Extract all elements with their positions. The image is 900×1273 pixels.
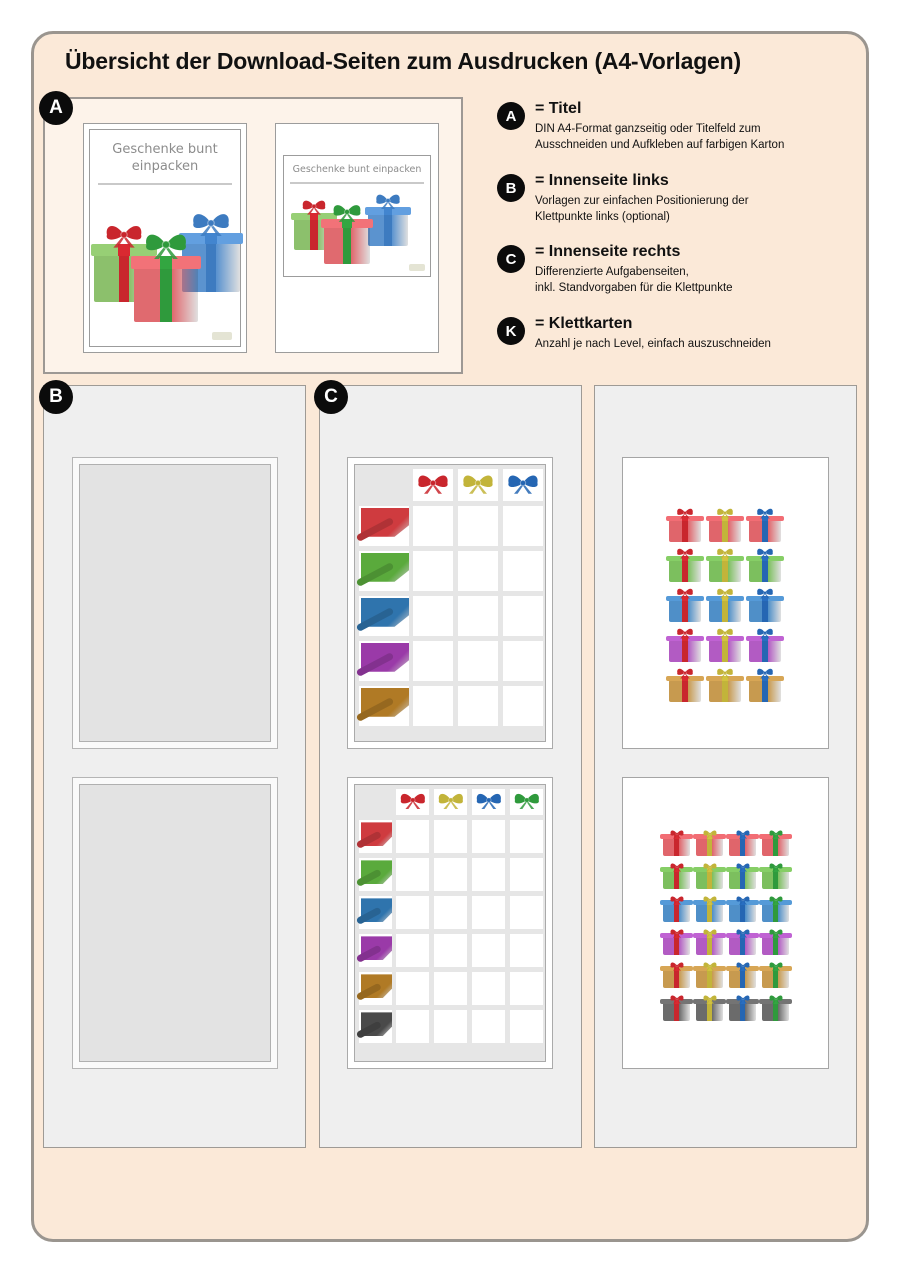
section-b-left-pages <box>43 385 306 1148</box>
gift-red-icon <box>324 202 370 264</box>
answer-cell <box>434 972 467 1005</box>
velcro-card-gift-icon <box>669 586 701 622</box>
bow-icon <box>505 472 541 499</box>
answer-cell <box>396 858 429 891</box>
velcro-card-gift-icon <box>709 666 741 702</box>
answer-cell <box>396 1010 429 1043</box>
answer-cell <box>510 896 543 929</box>
cover-title-line1: Geschenke bunt <box>112 142 218 157</box>
bow-header-cell <box>413 469 453 501</box>
gift-group-illustration <box>90 210 240 320</box>
velcro-card-gift-icon <box>762 991 789 1021</box>
answer-cell <box>458 596 498 636</box>
page-title: Übersicht der Download-Seiten zum Ausdrucken (A4-Vorlagen) <box>65 48 741 74</box>
task-page-level-1 <box>347 457 553 749</box>
answer-cell <box>503 641 543 681</box>
answer-cell <box>472 934 505 967</box>
section-k-velcro-cards <box>594 385 857 1148</box>
title-divider <box>98 183 232 185</box>
badge-a: A <box>39 91 73 125</box>
wrapping-paper-roll-icon <box>359 686 409 726</box>
answer-cell <box>510 858 543 891</box>
velcro-card-gift-icon <box>762 892 789 922</box>
velcro-card-gift-icon <box>669 626 701 662</box>
velcro-card-gift-icon <box>729 826 756 856</box>
gift-red-icon <box>134 230 198 322</box>
answer-cell <box>510 820 543 853</box>
wrapping-paper-roll-icon <box>359 934 392 967</box>
legend-badge-b: B <box>497 174 525 202</box>
task-page-level-2 <box>347 777 553 1069</box>
answer-cell <box>458 641 498 681</box>
publisher-logo <box>409 264 425 271</box>
velcro-card-gift-icon <box>709 546 741 582</box>
answer-cell <box>472 1010 505 1043</box>
cover-page-title-field <box>275 123 439 353</box>
bow-header-cell <box>472 789 505 815</box>
velcro-card-gift-icon <box>749 506 781 542</box>
legend-heading: = Titel <box>535 100 582 117</box>
velcro-card-gift-icon <box>696 991 723 1021</box>
left-page-template-2 <box>72 777 278 1069</box>
answer-cell <box>472 972 505 1005</box>
answer-cell <box>510 972 543 1005</box>
wrapping-paper-roll-icon <box>359 596 409 636</box>
velcro-card-gift-icon <box>729 892 756 922</box>
wrapping-paper-roll-icon <box>359 506 409 546</box>
bow-icon <box>398 791 428 814</box>
cover-title-line2: einpacken <box>131 159 199 174</box>
wrapping-paper-roll-icon <box>359 972 392 1005</box>
wrapping-paper-roll-icon <box>359 820 392 853</box>
velcro-card-gift-icon <box>749 586 781 622</box>
badge-b: B <box>39 380 73 414</box>
velcro-card-gift-icon <box>663 859 690 889</box>
answer-cell <box>413 686 453 726</box>
velcro-card-gift-icon <box>709 626 741 662</box>
cover-field-title: Geschenke bunt einpacken <box>292 164 422 175</box>
wrapping-paper-roll-icon <box>359 551 409 591</box>
answer-cell <box>396 820 429 853</box>
velcro-cards-page-1 <box>622 457 829 749</box>
velcro-card-gift-icon <box>729 991 756 1021</box>
wrapping-paper-roll-icon <box>359 641 409 681</box>
bow-header-cell <box>510 789 543 815</box>
velcro-card-gift-icon <box>749 626 781 662</box>
velcro-card-gift-icon <box>749 546 781 582</box>
bow-icon <box>460 472 496 499</box>
answer-cell <box>396 896 429 929</box>
answer-cell <box>503 596 543 636</box>
answer-cell <box>413 506 453 546</box>
answer-cell <box>434 858 467 891</box>
left-page-template-1 <box>72 457 278 749</box>
velcro-card-gift-icon <box>729 958 756 988</box>
velcro-card-gift-icon <box>669 666 701 702</box>
legend-badge-a: A <box>497 102 525 130</box>
velcro-card-gift-icon <box>696 826 723 856</box>
answer-cell <box>510 1010 543 1043</box>
answer-cell <box>396 934 429 967</box>
velcro-card-gift-icon <box>749 666 781 702</box>
answer-cell <box>434 1010 467 1043</box>
velcro-card-gift-icon <box>762 958 789 988</box>
velcro-card-gift-icon <box>696 859 723 889</box>
answer-cell <box>472 820 505 853</box>
legend-description: DIN A4-Format ganzseitig oder Titelfeld zum Ausschneiden und Aufkleben auf farbigen Karton <box>535 123 785 151</box>
bow-header-cell <box>503 469 543 501</box>
cover-page-full <box>83 123 247 353</box>
bow-header-cell <box>396 789 429 815</box>
velcro-card-gift-icon <box>696 925 723 955</box>
bow-header-cell <box>434 789 467 815</box>
answer-cell <box>510 934 543 967</box>
bow-icon <box>474 791 504 814</box>
answer-cell <box>458 686 498 726</box>
bow-header-cell <box>458 469 498 501</box>
velcro-card-gift-icon <box>762 826 789 856</box>
section-a-title-pages <box>43 97 463 374</box>
answer-cell <box>503 506 543 546</box>
answer-cell <box>413 551 453 591</box>
velcro-card-gift-icon <box>663 958 690 988</box>
answer-cell <box>503 551 543 591</box>
wrapping-paper-roll-icon <box>359 1010 392 1043</box>
velcro-cards-page-2 <box>622 777 829 1069</box>
bow-icon <box>415 472 451 499</box>
velcro-card-gift-icon <box>696 892 723 922</box>
velcro-card-gift-icon <box>762 925 789 955</box>
legend-badge-c: C <box>497 245 525 273</box>
gift-group-illustration <box>292 192 422 262</box>
velcro-card-gift-icon <box>729 859 756 889</box>
answer-cell <box>413 596 453 636</box>
answer-cell <box>472 858 505 891</box>
answer-cell <box>472 896 505 929</box>
answer-cell <box>458 506 498 546</box>
answer-cell <box>413 641 453 681</box>
bow-icon <box>512 791 542 814</box>
answer-cell <box>396 972 429 1005</box>
velcro-card-gift-icon <box>729 925 756 955</box>
wrapping-paper-roll-icon <box>359 896 392 929</box>
section-c-right-pages <box>319 385 582 1148</box>
velcro-card-gift-icon <box>762 859 789 889</box>
velcro-card-gift-icon <box>663 892 690 922</box>
bow-icon <box>436 791 466 814</box>
velcro-card-gift-icon <box>669 546 701 582</box>
legend-description: Anzahl je nach Level, einfach auszuschneiden <box>535 338 771 350</box>
velcro-card-gift-icon <box>663 826 690 856</box>
velcro-card-gift-icon <box>709 586 741 622</box>
gift-blue-icon <box>368 192 408 246</box>
legend-heading: = Klettkarten <box>535 315 633 332</box>
answer-cell <box>434 896 467 929</box>
publisher-logo <box>212 332 232 340</box>
answer-cell <box>503 686 543 726</box>
legend-heading: = Innenseite links <box>535 172 669 189</box>
wrapping-paper-roll-icon <box>359 858 392 891</box>
velcro-card-gift-icon <box>663 925 690 955</box>
answer-cell <box>434 820 467 853</box>
velcro-card-gift-icon <box>709 506 741 542</box>
legend-description: Vorlagen zur einfachen Positionierung der Klettpunkte links (optional) <box>535 195 749 223</box>
answer-cell <box>434 934 467 967</box>
velcro-card-gift-icon <box>663 991 690 1021</box>
legend-heading: = Innenseite rechts <box>535 243 681 260</box>
title-divider <box>290 182 424 184</box>
velcro-card-gift-icon <box>696 958 723 988</box>
legend-description: Differenzierte Aufgabenseiten, inkl. Standvorgaben für die Klettpunkte <box>535 266 733 294</box>
legend-badge-k: K <box>497 317 525 345</box>
velcro-card-gift-icon <box>669 506 701 542</box>
badge-c: C <box>314 380 348 414</box>
answer-cell <box>458 551 498 591</box>
